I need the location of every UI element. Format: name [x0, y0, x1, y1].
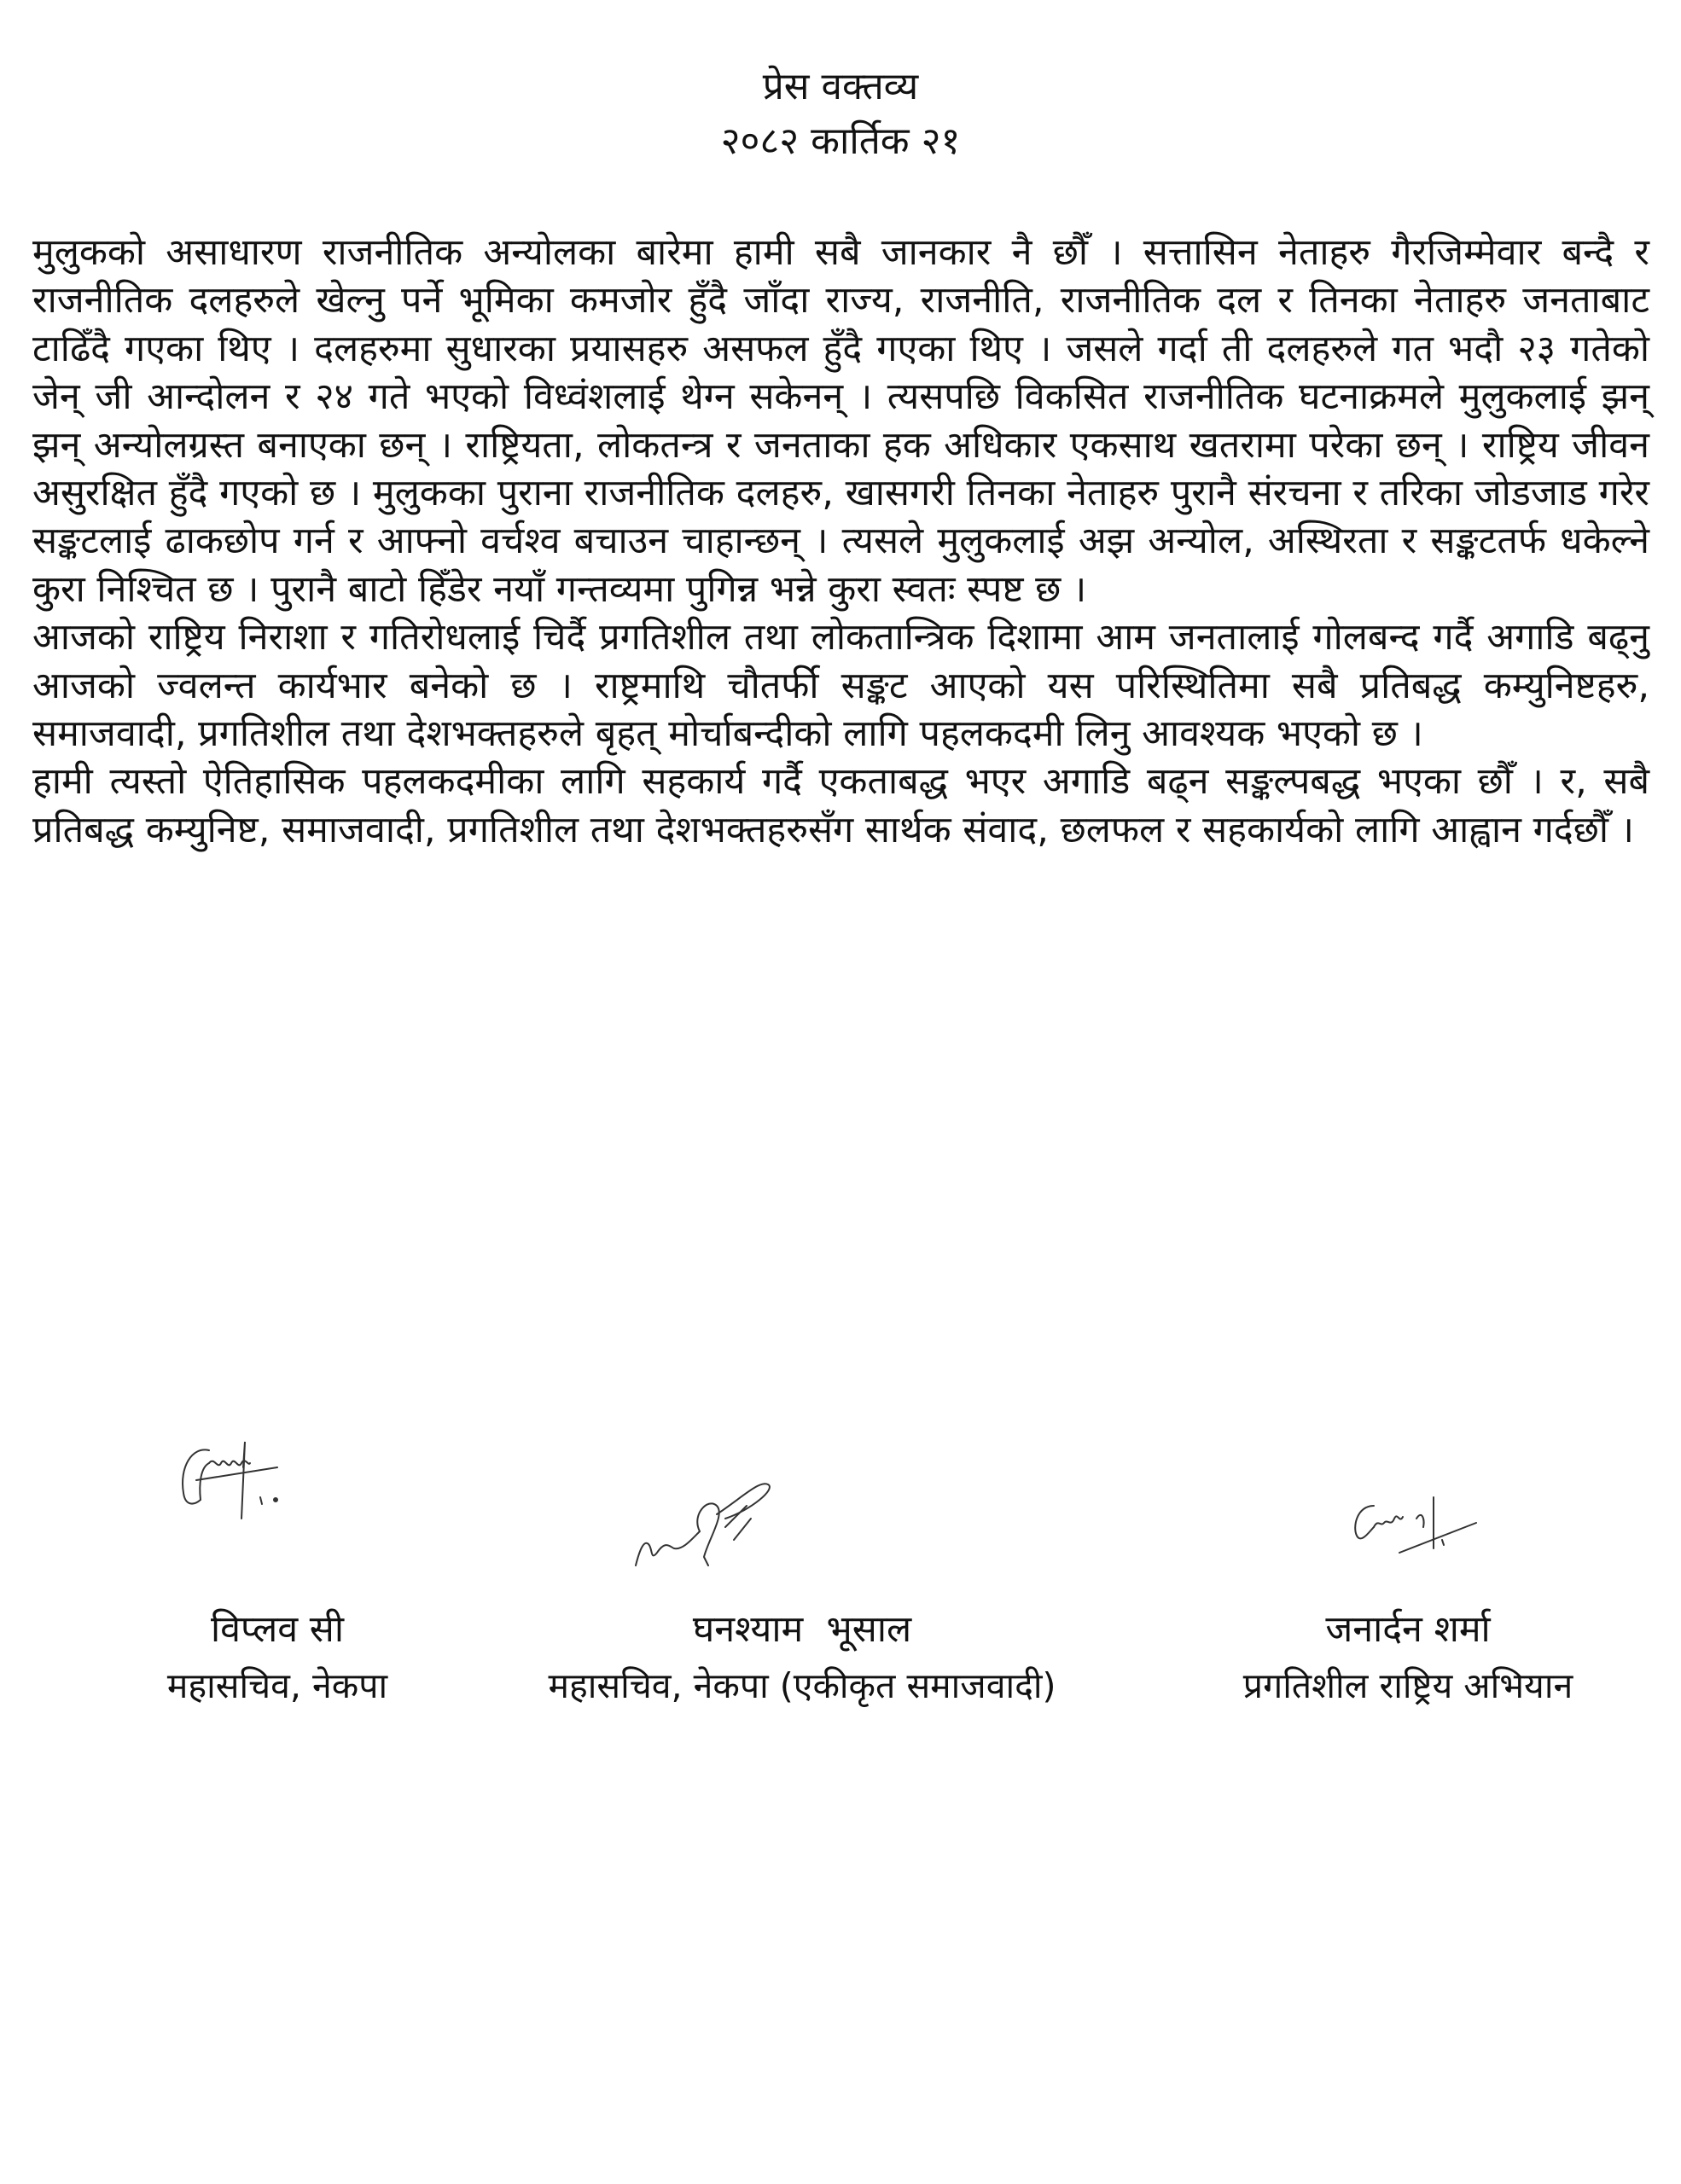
signatory-name: घनश्याम भूसाल	[692, 1608, 912, 1651]
signatory-block	[503, 1604, 1101, 1711]
statement-body	[32, 229, 1649, 854]
signatory-role: महासचिव, नेकपा	[166, 1665, 388, 1706]
signatory-block	[1186, 1604, 1630, 1711]
paragraph-1: मुलुकको असाधारण राजनीतिक अन्योलका बारेमा हामी सबै जानकार नै छौँ । सत्तासिन नेताहरु गैरजिम्मेवार बन्दै र राजनीतिक दलहरुले खेल्नु पर्ने भूमिका कमजोर हुँदै जाँदा राज्य, राजनीति, राजनीतिक दल र तिनका नेताहरु जनताबाट टाढिँदै गएका थिए । दलहरुमा सुधारका प्रयासहरु असफल हुँदै गएका थिए । जसले गर्दा ती दलहरुले गत भदौ २३ गतेको जेन् जी आन्दोलन र २४ गते भएको विध्वंशलाई थेग्न सकेनन् । त्यसपछि विकसित राजनीतिक घटनाक्रमले मुलुकलाई झन् झन् अन्योलग्रस्त बनाएका छन् । राष्ट्रियता, लोकतन्त्र र जनताका हक अधिकार एकसाथ खतरामा परेका छन् । राष्ट्रिय जीवन असुरक्षित हुँदै गएको छ । मुलुकका पुराना राजनीतिक दलहरु, खासगरी तिनका नेताहरु पुरानै संरचना र तरिका जोडजाड गरेर सङ्कटलाई ढाकछोप गर्न र आफ्नो वर्चश्व बचाउन चाहान्छन् । त्यसले मुलुकलाई अझ अन्योल, अस्थिरता र सङ्कटतर्फ धकेल्ने कुरा निश्चित छ । पुरानै बाटो हिँडेर नयाँ गन्तव्यमा पुगिन्न भन्ने कुरा स्वतः स्पष्ट छ ।	[32, 231, 1649, 611]
signatures-row	[0, 1408, 1681, 1578]
signatory-role: महासचिव, नेकपा (एकीकृत समाजवादी)	[548, 1665, 1056, 1706]
document-date: २०८२ कार्तिक २१	[720, 119, 961, 163]
signature-icon	[1348, 1493, 1502, 1561]
signature-icon	[631, 1480, 828, 1574]
signatory-role: प्रगतिशील राष्ट्रिय अभियान	[1242, 1665, 1573, 1706]
signatory-name: जनार्दन शर्मा	[1325, 1608, 1491, 1651]
signatory-block	[137, 1604, 418, 1711]
paragraph-2: आजको राष्ट्रिय निराशा र गतिरोधलाई चिर्दै प्रगतिशील तथा लोकतान्त्रिक दिशामा आम जनतालाई गोलबन्द गर्दै अगाडि बढ्नु आजको ज्वलन्त कार्यभार बनेको छ । राष्ट्रमाथि चौतर्फी सङ्कट आएको यस परिस्थितिमा सबै प्रतिबद्ध कम्युनिष्टहरु, समाजवादी, प्रगतिशील तथा देशभक्तहरुले बृहत् मोर्चाबन्दीको लागि पहलकदमी लिनु आवश्यक भएको छ ।	[32, 616, 1649, 756]
signatory-name: विप्लव सी	[211, 1608, 344, 1651]
paragraph-3: हामी त्यस्तो ऐतिहासिक पहलकदमीका लागि सहकार्य गर्दै एकताबद्ध भएर अगाडि बढ्न सङ्कल्पबद्ध भएका छौँ । र, सबै प्रतिबद्ध कम्युनिष्ट, समाजवादी, प्रगतिशील तथा देशभक्तहरुसँग सार्थक संवाद, छलफल र सहकार्यको लागि आह्वान गर्दछौँ ।	[32, 760, 1649, 851]
document-header	[0, 60, 1681, 169]
signature-icon	[175, 1433, 346, 1527]
document-title: प्रेस वक्तव्य	[762, 65, 919, 108]
